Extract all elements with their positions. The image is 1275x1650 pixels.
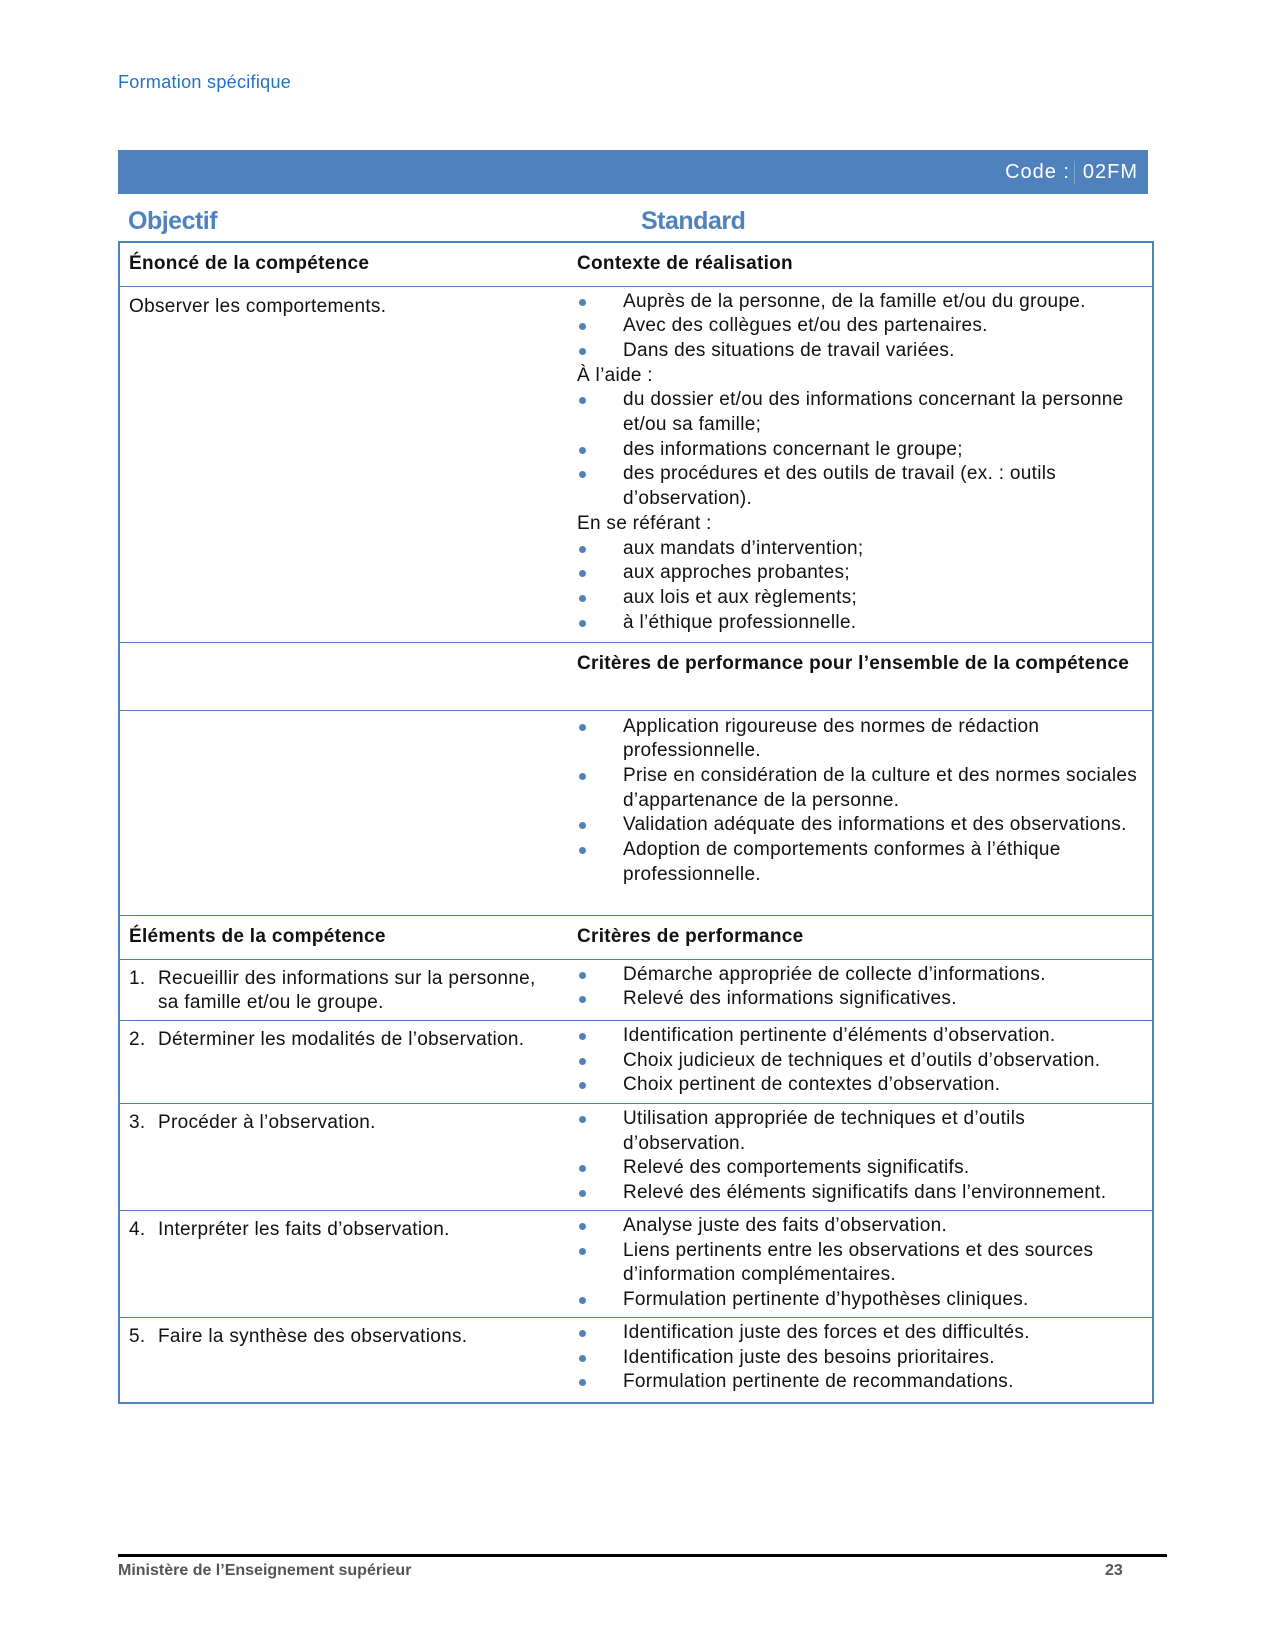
element-text: Interpréter les faits d’observation. — [158, 1218, 450, 1240]
page-number: 23 — [1105, 1562, 1123, 1579]
element-number: 2. — [129, 1028, 146, 1050]
footer-ministry: Ministère de l’Enseignement supérieur — [118, 1562, 412, 1579]
standard-heading: Standard — [641, 207, 746, 235]
bullet-item: Relevé des comportements significatifs. — [577, 1156, 1144, 1181]
bullet-item: Validation adéquate des informations et des observations. — [577, 813, 1144, 838]
bullet-item: Analyse juste des faits d’observation. — [577, 1214, 1144, 1239]
element-row — [119, 1103, 1153, 1210]
bullet-item: Démarche appropriée de collecte d’informations. — [577, 963, 1144, 988]
element-text: Recueillir des informations sur la personne, sa famille et/ou le groupe. — [158, 967, 536, 1014]
element-row — [119, 1317, 1153, 1403]
element-number: 4. — [129, 1218, 146, 1240]
code-bar — [118, 150, 1148, 194]
bullet-item: Identification juste des forces et des difficultés. — [577, 1321, 1144, 1346]
bullet-item: Relevé des informations significatives. — [577, 987, 1144, 1012]
criteres-header: Critères de performance — [563, 915, 1153, 959]
bullet-item: à l’éthique professionnelle. — [577, 611, 1144, 636]
bullet-item: des informations concernant le groupe; — [577, 438, 1144, 463]
element-row — [119, 1210, 1153, 1317]
contexte-header: Contexte de réalisation — [563, 242, 1153, 286]
footer-rule — [118, 1554, 1167, 1557]
objectif-heading: Objectif — [128, 207, 218, 235]
bullet-item: Dans des situations de travail variées. — [577, 339, 1144, 364]
bullet-item: du dossier et/ou des informations concernant la personne et/ou sa famille; — [577, 388, 1144, 437]
bullet-item: Identification pertinente d’éléments d’observation. — [577, 1024, 1144, 1049]
bullet-item: Auprès de la personne, de la famille et/ou du groupe. — [577, 290, 1144, 315]
element-text: Procéder à l’observation. — [158, 1111, 376, 1133]
bullet-item: aux lois et aux règlements; — [577, 586, 1144, 611]
elements-header: Éléments de la compétence — [119, 915, 563, 959]
bullet-item: Formulation pertinente de recommandations. — [577, 1370, 1144, 1395]
bullet-item: Prise en considération de la culture et des normes sociales d’appartenance de la personne. — [577, 764, 1144, 813]
bullet-item: aux mandats d’intervention; — [577, 537, 1144, 562]
running-head: Formation spécifique — [118, 72, 292, 92]
bullet-item: Liens pertinents entre les observations et des sources d’information complémentaires. — [577, 1239, 1144, 1288]
aide-label: À l’aide : — [577, 364, 653, 386]
element-number: 5. — [129, 1325, 146, 1347]
code-value: 02FM — [1074, 161, 1138, 184]
element-row — [119, 1020, 1153, 1103]
bullet-item: Avec des collègues et/ou des partenaires. — [577, 314, 1144, 339]
bullet-item: Choix pertinent de contextes d’observation. — [577, 1073, 1144, 1098]
element-text: Faire la synthèse des observations. — [158, 1325, 468, 1347]
bullet-item: Utilisation appropriée de techniques et d’outils d’observation. — [577, 1107, 1144, 1156]
bullet-item: Adoption de comportements conformes à l’éthique professionnelle. — [577, 838, 1144, 887]
contexte-cell — [563, 286, 1153, 642]
bullet-item: Choix judicieux de techniques et d’outils d’observation. — [577, 1049, 1144, 1074]
bullet-item: Formulation pertinente d’hypothèses cliniques. — [577, 1288, 1144, 1313]
element-number: 1. — [129, 967, 146, 989]
bullet-item: Application rigoureuse des normes de rédaction professionnelle. — [577, 715, 1144, 764]
bullet-item: des procédures et des outils de travail (ex. : outils d’observation). — [577, 462, 1144, 511]
referant-label: En se référant : — [577, 512, 712, 534]
competency-table — [118, 241, 1154, 1404]
criteres-ensemble-header: Critères de performance pour l’ensemble de la compétence — [563, 642, 1153, 710]
enonce-header: Énoncé de la compétence — [119, 242, 563, 286]
bullet-item: Identification juste des besoins prioritaires. — [577, 1346, 1144, 1371]
bullet-item: aux approches probantes; — [577, 561, 1144, 586]
code-label: Code : — [1005, 161, 1070, 183]
element-text: Déterminer les modalités de l’observation. — [158, 1028, 525, 1050]
element-number: 3. — [129, 1111, 146, 1133]
bullet-item: Relevé des éléments significatifs dans l’environnement. — [577, 1181, 1144, 1206]
element-row — [119, 959, 1153, 1020]
enonce-text: Observer les comportements. — [119, 286, 563, 642]
